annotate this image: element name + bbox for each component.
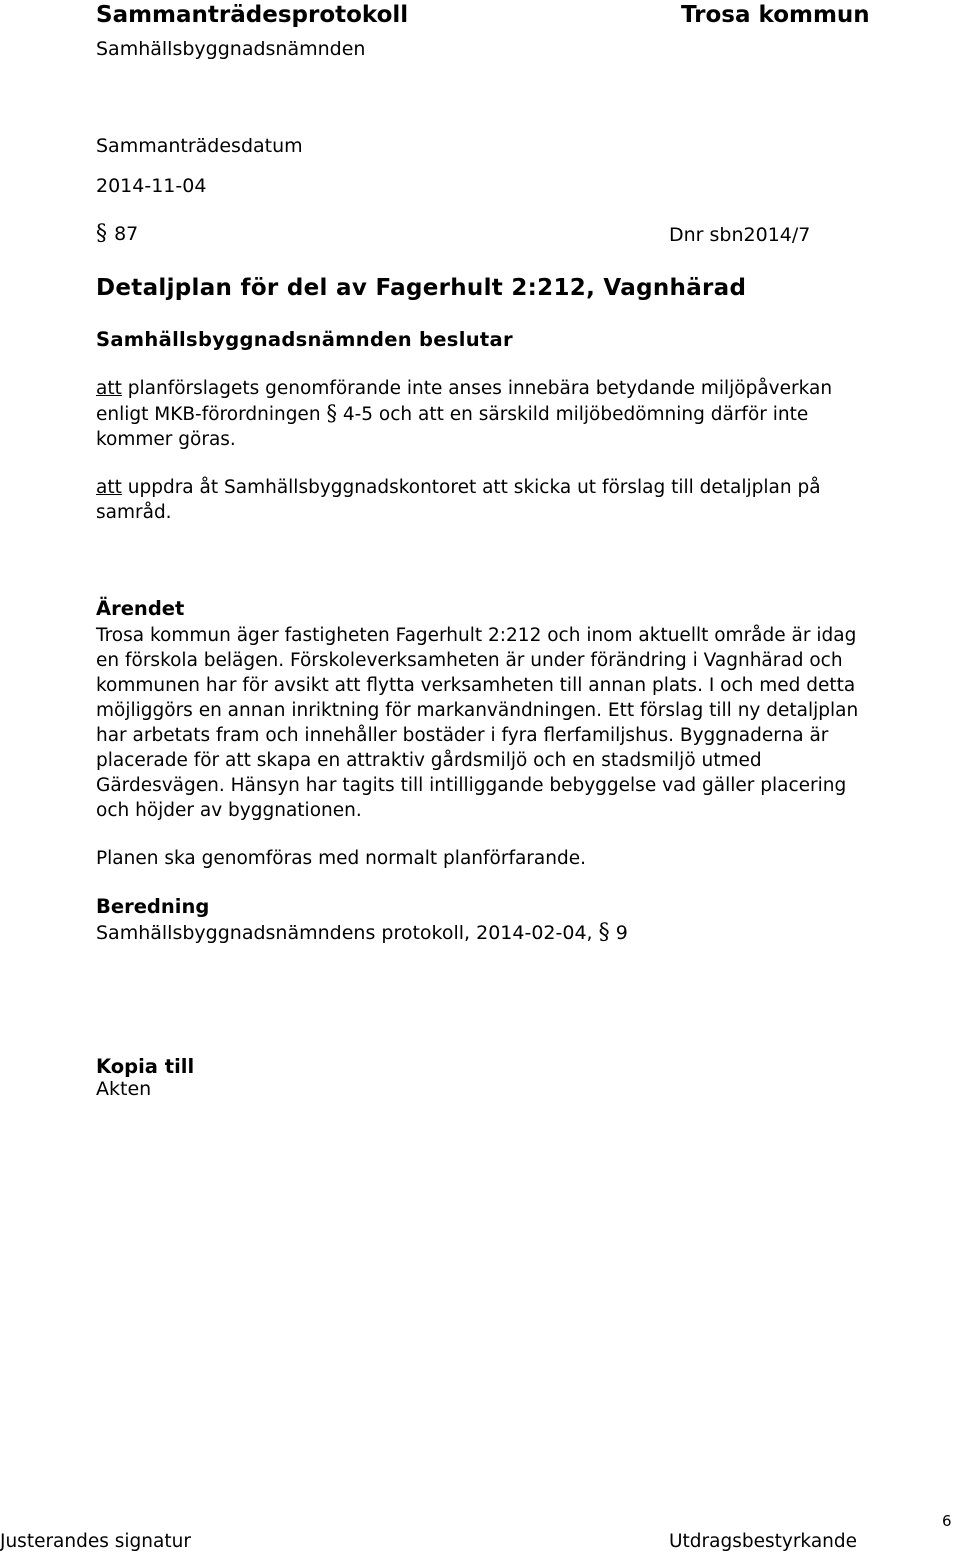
decision-point-1-line-2b: 4-5 och att en särskild miljöbedömning därför inte	[342, 404, 809, 425]
kopia-recipient: Akten	[96, 1078, 152, 1100]
page-number: 6	[942, 1512, 952, 1530]
arendet-closing: Planen ska genomföras med normalt planförfarande.	[96, 848, 586, 869]
arendet-line: har arbetats fram och innehåller bostäder i fyra flerfamiljshus. Byggnaderna är	[96, 725, 829, 746]
decision-point-2	[96, 475, 956, 525]
arendet-line: kommunen har för avsikt att flytta verksamheten till annan plats. I och med detta	[96, 675, 856, 696]
signature-label: Justerandes signatur	[0, 1531, 191, 1552]
decision-point-1-line-3: kommer göras.	[96, 429, 236, 450]
beredning-paragraph-number: 9	[615, 922, 628, 944]
arendet-heading: Ärendet	[96, 597, 185, 620]
decision-point-1-line-2a: enligt MKB-förordningen	[96, 404, 321, 425]
beredning-reference: Samhällsbyggnadsnämndens protokoll, 2014-02-04,	[96, 922, 593, 944]
beredning-heading: Beredning	[96, 895, 210, 918]
beredning-text	[96, 920, 628, 946]
decision-point-1-line-1: planförslagets genomförande inte anses innebära betydande miljöpåverkan	[127, 378, 833, 399]
document-title: Detaljplan för del av Fagerhult 2:212, Vagnhärad	[96, 275, 747, 301]
arendet-line: placerade för att skapa en attraktiv gårdsmiljö och en stadsmiljö utmed	[96, 750, 762, 771]
kopia-heading: Kopia till	[96, 1055, 195, 1078]
att-word: att	[96, 477, 122, 498]
committee-name: Samhällsbyggnadsnämnden	[96, 38, 366, 60]
item-number: 87	[114, 223, 139, 245]
section-symbol-icon: §	[96, 221, 107, 246]
arendet-body	[96, 623, 956, 823]
arendet-line: möjliggörs en annan inriktning för markanvändningen. Ett förslag till ny detaljplan	[96, 700, 859, 721]
decision-point-2-line-1: uppdra åt Samhällsbyggnadskontoret att skicka ut förslag till detaljplan på	[127, 477, 821, 498]
meeting-date-label: Sammanträdesdatum	[96, 135, 303, 157]
item-number-row	[96, 221, 138, 246]
arendet-line: och höjder av byggnationen.	[96, 800, 362, 821]
section-symbol-icon: §	[598, 920, 610, 945]
decision-heading: Samhällsbyggnadsnämnden beslutar	[96, 328, 513, 351]
decision-point-2-line-2: samråd.	[96, 502, 172, 523]
arendet-line: Gärdesvägen. Hänsyn har tagits till intilliggande bebyggelse vad gäller placering	[96, 775, 847, 796]
arendet-line: en förskola belägen. Förskoleverksamheten är under förändring i Vagnhärad och	[96, 650, 843, 671]
att-word: att	[96, 378, 122, 399]
diary-number: Dnr sbn2014/7	[669, 224, 811, 246]
section-symbol-icon: §	[326, 401, 337, 425]
arendet-line: Trosa kommun äger fastigheten Fagerhult 2:212 och inom aktuellt område är idag	[96, 625, 857, 646]
meeting-date: 2014-11-04	[96, 175, 207, 197]
decision-point-1	[96, 376, 956, 452]
municipality-name: Trosa kommun	[681, 2, 870, 28]
protocol-title: Sammanträdesprotokoll	[96, 2, 409, 28]
certification-label: Utdragsbestyrkande	[669, 1531, 858, 1552]
